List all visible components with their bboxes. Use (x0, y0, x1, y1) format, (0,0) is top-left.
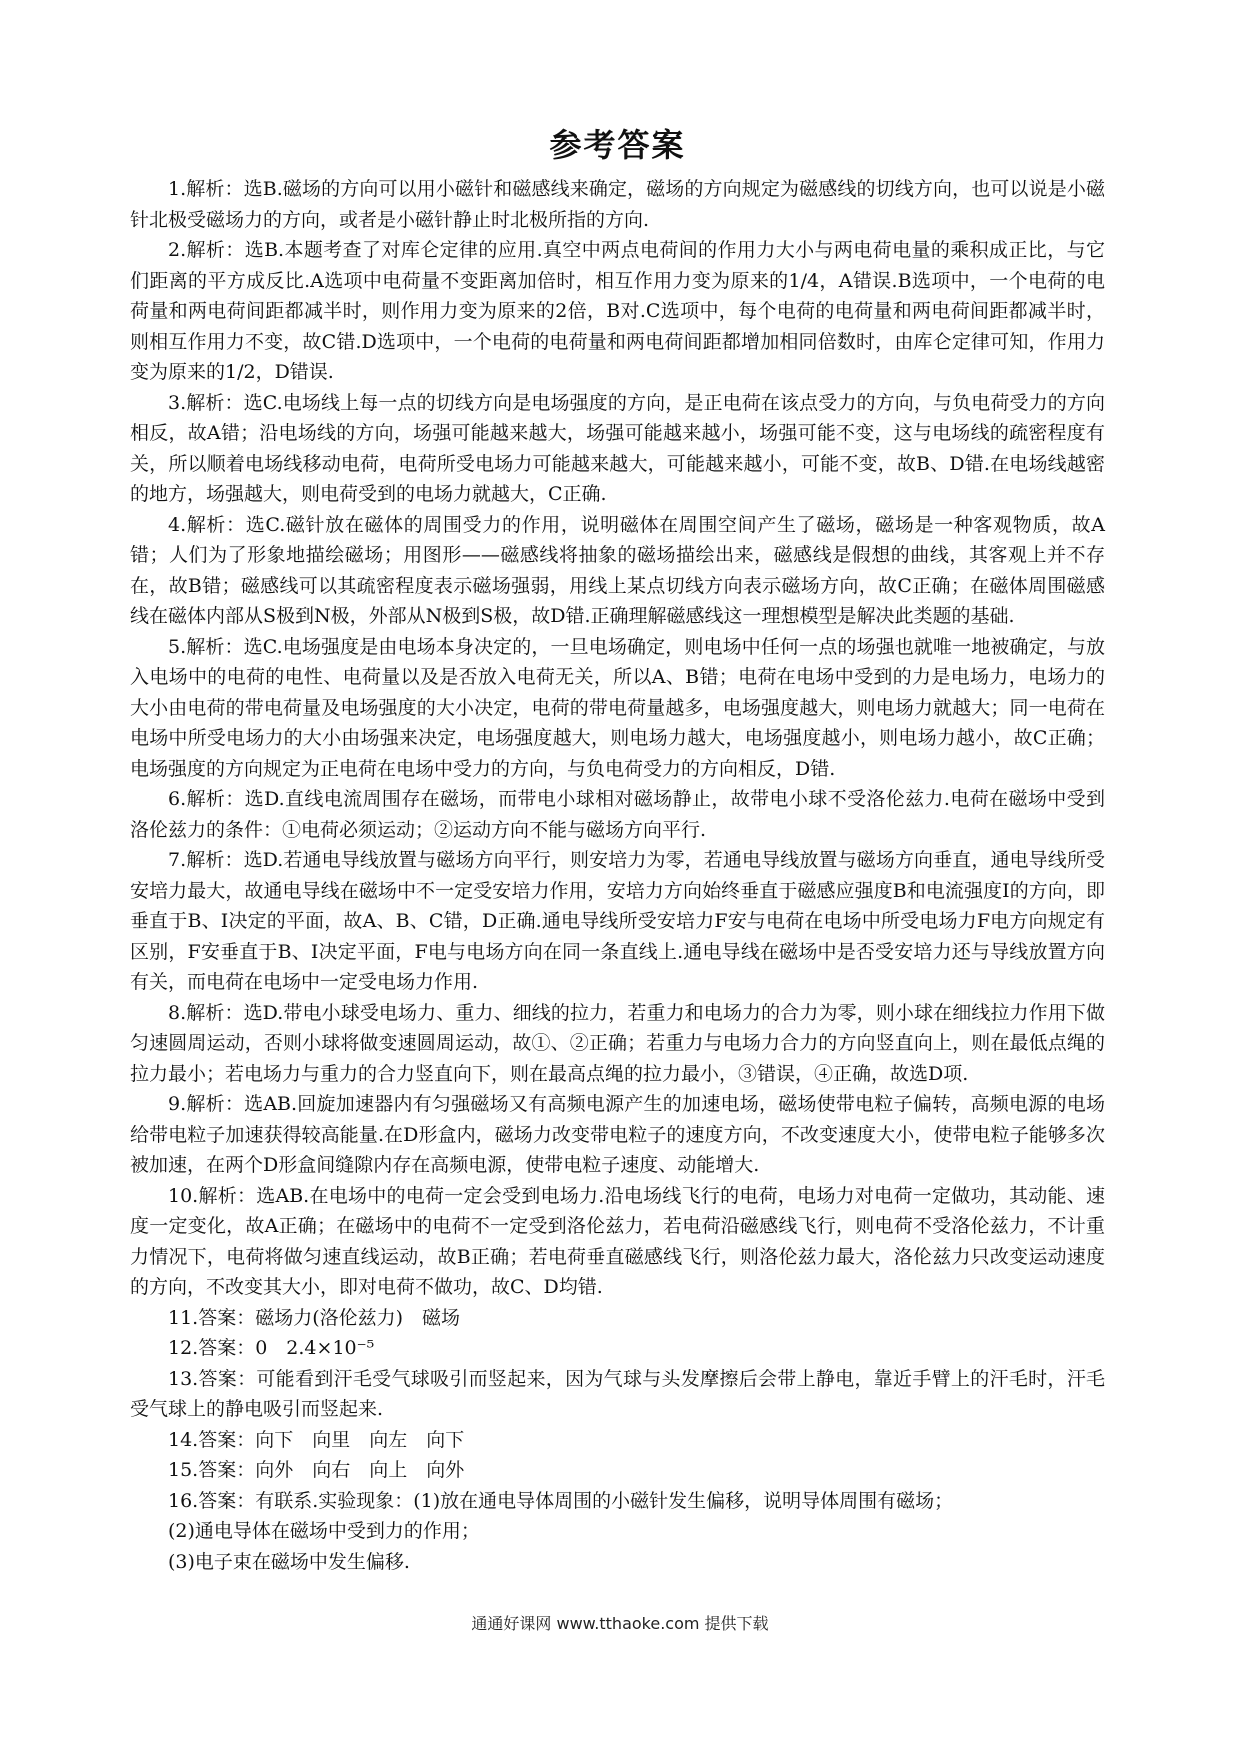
answer-5: 5.解析：选C.电场强度是由电场本身决定的，一旦电场确定，则电场中任何一点的场强也就唯一地被确定，与放入电场中的电荷的电性、电荷量以及是否放入电荷无关，所以A、B错；电荷在电场中受到的力是电场力，电场力的大小由电荷的带电荷量及电场强度的大小决定，电荷的带电荷量越多，电场强度越大，则电场力就越大；同一电荷在电场中所受电场力的大小由场强来决定，电场强度越大，则电场力越大，电场强度越小，则电场力越小，故C正确；电场强度的方向规定为正电荷在电场中受力的方向，与负电荷受力的方向相反，D错. (130, 635, 1105, 780)
answer-16-item-2: (2)通电导体在磁场中受到力的作用； (168, 1520, 480, 1542)
answer-12: 12.答案：0 2.4×10⁻⁵ (168, 1337, 375, 1359)
answer-9: 9.解析：选AB.回旋加速器内有匀强磁场又有高频电源产生的加速电场，磁场使带电粒子偏转，高频电源的电场给带电粒子加速获得较高能量.在D形盒内，磁场力改变带电粒子的速度方向，不改变速度大小，使带电粒子能够多次被加速，在两个D形盒间缝隙内存在高频电源，使带电粒子速度、动能增大. (130, 1093, 1105, 1176)
answer-1: 1.解析：选B.磁场的方向可以用小磁针和磁感线来确定，磁场的方向规定为磁感线的切线方向，也可以说是小磁针北极受磁场力的方向，或者是小磁针静止时北极所指的方向. (130, 178, 1105, 231)
answer-6: 6.解析：选D.直线电流周围存在磁场，而带电小球相对磁场静止，故带电小球不受洛伦兹力.电荷在磁场中受到洛伦兹力的条件：①电荷必须运动；②运动方向不能与磁场方向平行. (130, 788, 1105, 841)
answer-15: 15.答案：向外 向右 向上 向外 (168, 1459, 465, 1481)
answer-13: 13.答案：可能看到汗毛受气球吸引而竖起来，因为气球与头发摩擦后会带上静电，靠近手臂上的汗毛时，汗毛受气球上的静电吸引而竖起来. (130, 1367, 1105, 1420)
answer-4: 4.解析：选C.磁针放在磁体的周围受力的作用，说明磁体在周围空间产生了磁场，磁场是一种客观物质，故A错；人们为了形象地描绘磁场；用图形——磁感线将抽象的磁场描绘出来，磁感线是假想的曲线，其客观上并不存在，故B错；磁感线可以其疏密程度表示磁场强弱，用线上某点切线方向表示磁场方向，故C正确；在磁体周围磁感线在磁体内部从S极到N极，外部从N极到S极，故D错.正确理解磁感线这一理想模型是解决此类题的基础. (130, 513, 1105, 627)
answer-8: 8.解析：选D.带电小球受电场力、重力、细线的拉力，若重力和电场力的合力为零，则小球在细线拉力作用下做匀速圆周运动，否则小球将做变速圆周运动，故①、②正确；若重力与电场力合力的方向竖直向上，则在最低点绳的拉力最小；若电场力与重力的合力竖直向下，则在最高点绳的拉力最小，③错误，④正确，故选D项. (130, 1001, 1105, 1085)
page-title: 参考答案 (549, 126, 686, 164)
answer-11: 11.答案：磁场力(洛伦兹力) 磁场 (168, 1306, 461, 1329)
answer-2: 2.解析：选B.本题考查了对库仑定律的应用.真空中两点电荷间的作用力大小与两电荷电量的乘积成正比，与它们距离的平方成反比.A选项中电荷量不变距离加倍时，相互作用力变为原来的1/4，A错误.B选项中，一个电荷的电荷量和两电荷间距都减半时，则作用力变为原来的2倍，B对.C选项中，每个电荷的电荷量和两电荷间距都减半时，则相互作用力不变，故C错.D选项中，一个电荷的电荷量和两电荷间距都增加相同倍数时，由库仑定律可知，作用力变为原来的1/2，D错误. (130, 239, 1105, 383)
answer-page (130, 112, 1105, 1577)
answer-16: 16.答案：有联系.实验现象：(1)放在通电导体周围的小磁针发生偏移，说明导体周围有磁场； (168, 1489, 954, 1512)
answer-10: 10.解析：选AB.在电场中的电荷一定会受到电场力.沿电场线飞行的电荷，电场力对电荷一定做功，其动能、速度一定变化，故A正确；在磁场中的电荷不一定受到洛伦兹力，若电荷沿磁感线飞行，则电荷不受洛伦兹力，不计重力情况下，电荷将做匀速直线运动，故B正确；若电荷垂直磁感线飞行，则洛伦兹力最大，洛伦兹力只改变运动速度的方向，不改变其大小，即对电荷不做功，故C、D均错. (130, 1184, 1105, 1298)
answer-list (130, 174, 1105, 1577)
answer-16-item-3: (3)电子束在磁场中发生偏移. (168, 1550, 410, 1573)
answer-7: 7.解析：选D.若通电导线放置与磁场方向平行，则安培力为零，若通电导线放置与磁场方向垂直，通电导线所受安培力最大，故通电导线在磁场中不一定受安培力作用，安培力方向始终垂直于磁感应强度B和电流强度I的方向，即垂直于B、I决定的平面，故A、B、C错，D正确.通电导线所受安培力F安与电荷在电场中所受电场力F电方向规定有区别，F安垂直于B、I决定平面，F电与电场方向在同一条直线上.通电导线在磁场中是否受安培力还与导线放置方向有关，而电荷在电场中一定受电场力作用. (130, 849, 1105, 993)
answer-14: 14.答案：向下 向里 向左 向下 (168, 1428, 465, 1451)
footer-credit: 通通好课网 www.tthaoke.com 提供下载 (471, 1614, 769, 1633)
answer-3: 3.解析：选C.电场线上每一点的切线方向是电场强度的方向，是正电荷在该点受力的方向，与负电荷受力的方向相反，故A错；沿电场线的方向，场强可能越来越大，场强可能越来越小，场强可能不变，这与电场线的疏密程度有关，所以顺着电场线移动电荷，电荷所受电场力可能越来越大，可能越来越小，可能不变，故B、D错.在电场线越密的地方，场强越大，则电荷受到的电场力就越大，C正确. (130, 391, 1105, 505)
